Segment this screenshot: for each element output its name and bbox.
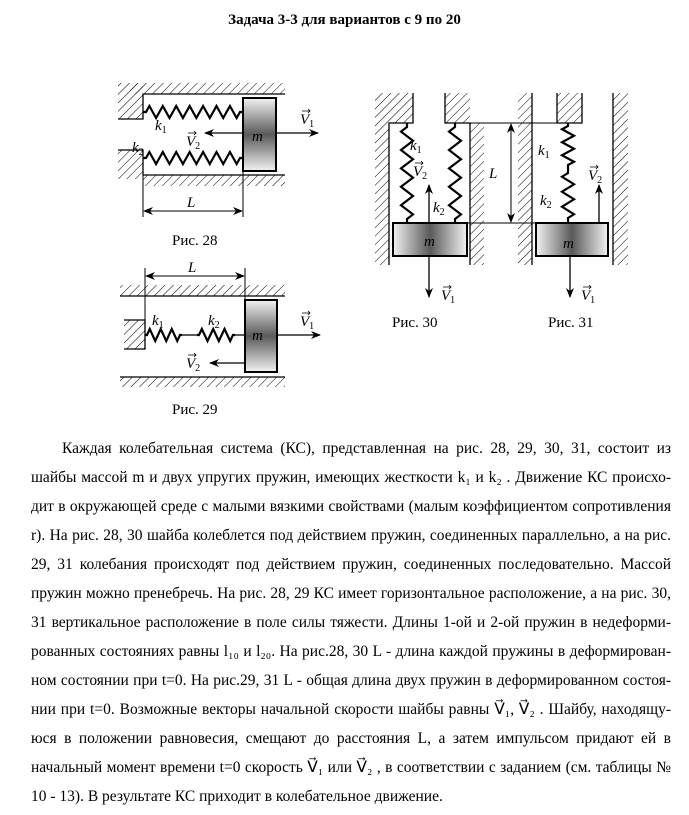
text-line: 31 вертикальное расположение в поле силы тяжести. Длины 1-ой и 2-ой пружин в недеформи- — [31, 614, 671, 631]
spring-label: $k_2$ — [132, 140, 144, 158]
wall-hatch — [143, 175, 285, 186]
figure-28 — [118, 83, 318, 217]
wall-hatch — [118, 83, 143, 119]
problem-text — [31, 434, 671, 811]
spring-label: $k_2$ — [433, 200, 445, 218]
text-line: шайбы массой m и двух упругих пружин, имеющих жесткости k₁ и k₂ . Движение КС происхо- — [31, 469, 671, 486]
spring-k2 — [449, 123, 461, 223]
spring-k1 — [143, 106, 243, 118]
length-label: L — [187, 195, 196, 211]
text-line: дит в окружающей среде с малыми вязкими свойствами (малым коэффициентом сопротивления — [31, 498, 671, 515]
velocity-label: $V_2$ — [588, 168, 603, 186]
text-line: 10 - 13). В результате КС приходит в колебательное движение. — [31, 788, 443, 805]
velocity-label: $V_1$ — [581, 288, 596, 306]
wall-hatch — [120, 377, 285, 387]
spring-label: $k_1$ — [410, 138, 422, 156]
text-line: 29, 31 колебания происходят под действием пружин, соединенных последовательно. Массой — [31, 556, 671, 573]
mass-label: m — [252, 129, 263, 145]
mass-label: m — [252, 328, 263, 344]
length-label: L — [188, 260, 197, 276]
figure-31 — [518, 93, 628, 297]
problem-title: Задача 3-3 для вариантов с 9 по 20 — [228, 12, 461, 28]
length-label: L — [489, 166, 498, 182]
wall-hatch — [124, 320, 145, 349]
spring-k1 — [562, 123, 574, 168]
velocity-label: $V_2$ — [186, 356, 201, 374]
spring-label: $k_1$ — [538, 143, 550, 161]
figure-caption-30: Рис. 30 — [392, 315, 438, 331]
spring-label: $k_2$ — [540, 193, 552, 211]
text-line: юся в положении равновесия, смещают до расстояния L, а затем импульсом придают ей в — [31, 730, 671, 747]
text-line: нии при t=0. Возможные векторы начальной скорости шайбы равны V⃗₁, V⃗₂ . Шайбу, находящу- — [31, 701, 671, 718]
mass-label: m — [424, 234, 435, 250]
text-line: Каждая колебательная система (КС), представленная на рис. 28, 29, 30, 31, состоит из — [62, 440, 671, 457]
spring-label: $k_2$ — [208, 313, 220, 331]
text-line: рованных состояниях равны l₁₀ и l₂₀. На рис.28, 30 L - длина каждой пружины в деформирован- — [31, 643, 671, 660]
figure-caption-29: Рис. 29 — [172, 402, 218, 418]
figure-caption-28: Рис. 28 — [172, 233, 218, 249]
spring-label: $k_1$ — [155, 118, 167, 136]
spring-label: $k_1$ — [152, 313, 164, 331]
text-line: ном состоянии при t=0. На рис.29, 31 L - общая длина двух пружин в деформированном состоя- — [31, 672, 671, 689]
text-line: пружин можно пренебречь. На рис. 28, 29 КС имеет горизонтальное расположение, а на рис. 30, — [31, 585, 671, 602]
figure-29 — [120, 268, 320, 387]
text-line: начальный момент времени t=0 скорость V⃗₁ или V⃗₂ , в соответствии с заданием (см. таблицы № — [31, 759, 671, 776]
text-line: r). На рис. 28, 30 шайба колеблется под действием пружин, соединенных параллельно, а на рис. — [31, 527, 671, 544]
figure-caption-31: Рис. 31 — [548, 315, 594, 331]
wall-hatch — [130, 83, 285, 94]
velocity-label: $V_1$ — [441, 288, 456, 306]
velocity-label: $V_1$ — [300, 112, 315, 130]
mass-label: m — [563, 236, 574, 252]
velocity-label: $V_1$ — [300, 314, 315, 332]
velocity-label: $V_2$ — [186, 134, 201, 152]
velocity-label: $V_2$ — [413, 164, 428, 182]
spring-k2 — [143, 152, 243, 164]
spring-k2 — [562, 168, 574, 223]
